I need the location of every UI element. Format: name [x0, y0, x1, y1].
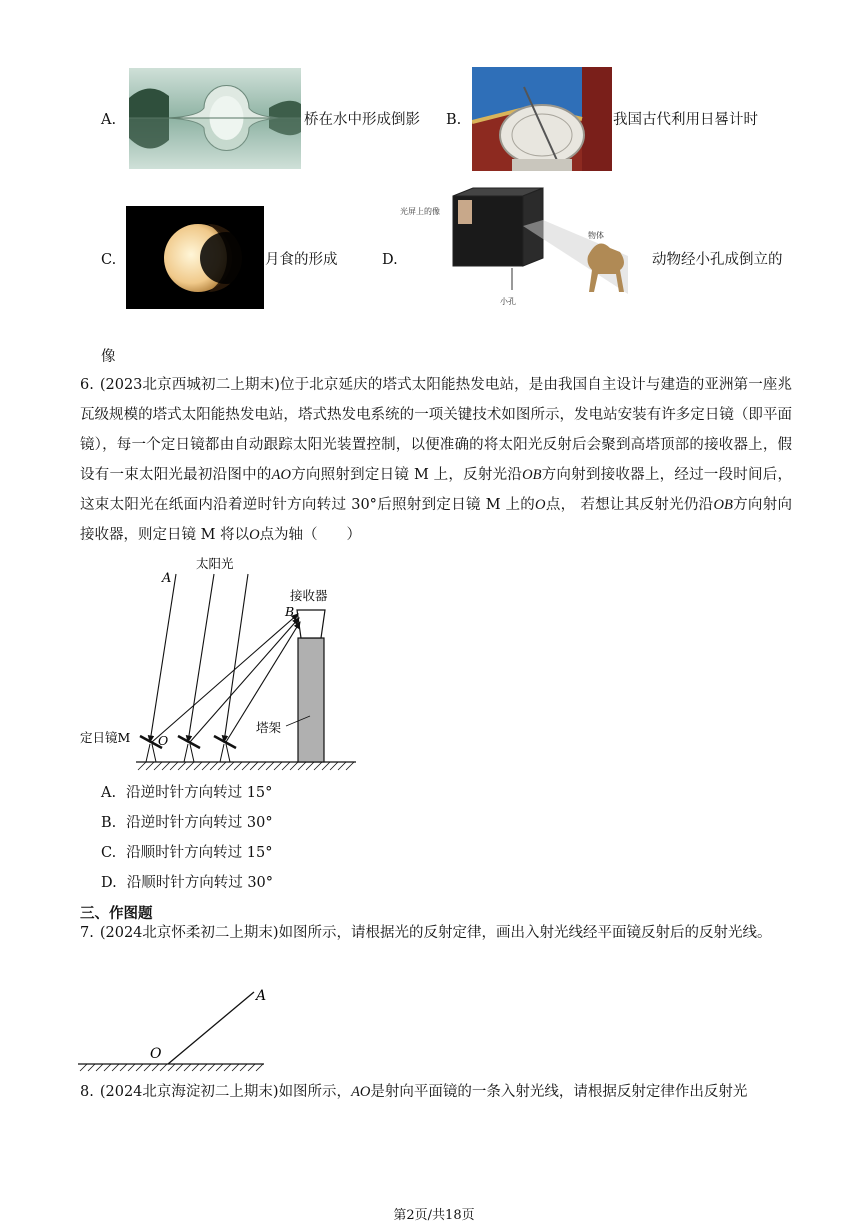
option-b-text: 我国古代利用日晷计时 [613, 112, 758, 128]
fig6-label-a: A [162, 571, 172, 586]
option-d-text: 动物经小孔成倒立的 [652, 252, 783, 268]
mirror-reflection-figure [78, 978, 278, 1074]
d-figure-screen-label: 光屏上的像 [400, 207, 440, 216]
d-figure-hole-label: 小孔 [500, 297, 516, 306]
lunar-eclipse-photo [126, 206, 264, 309]
option-c-text: 月食的形成 [265, 252, 338, 268]
bridge-reflection-photo [129, 68, 301, 169]
fig6-label-mirror: 定日镜M [80, 730, 131, 745]
q6-option-c: C. 沿顺时针方向转过 15° [101, 845, 273, 861]
section-3-title: 三、作图题 [80, 905, 153, 922]
q6-option-b: B. 沿逆时针方向转过 30° [101, 815, 273, 831]
question-8-stem: 8. (2024北京海淀初二上期末)如图所示，AO是射向平面镜的一条入射光线，请根据反射定律作出反射光 [80, 1084, 748, 1100]
option-d-text-wrap: 像 [101, 349, 116, 365]
option-d-letter: D. [382, 252, 398, 268]
pinhole-camera-figure [398, 186, 650, 310]
q6-option-d: D. 沿顺时针方向转过 30° [101, 875, 274, 891]
fig7-label-a: A [256, 988, 267, 1004]
solar-tower-figure [78, 552, 360, 776]
fig6-label-receiver: 接收器 [290, 588, 328, 603]
fig6-label-o: O [158, 733, 169, 748]
fig7-label-o: O [150, 1046, 162, 1062]
fig6-label-tower: 塔架 [256, 720, 282, 735]
option-c-letter: C. [101, 252, 117, 268]
q6-option-a: A. 沿逆时针方向转过 15° [101, 785, 273, 801]
option-a-letter: A. [101, 112, 117, 128]
sundial-photo [472, 67, 612, 171]
fig6-label-b: B [285, 604, 295, 619]
fig6-label-sunlight: 太阳光 [196, 556, 234, 571]
question-6-stem: 6. (2023北京西城初二上期末)位于北京延庆的塔式太阳能热发电站，是由我国自主设计与建造的亚洲第一座兆瓦级规模的塔式太阳能热发电站，塔式热发电系统的一项关键技术如图所示，发电站安装有许多定日镜（即平面镜），每一个定日镜都由自动跟踪太阳光装置控制，以便准确的将太阳光反射后会聚到高塔顶部的接收器上，假设有一束太阳光最初沿图中的AO方向照射到定日镜 M 上，反射光沿OB方向射到接收器上，经过一段时间后，这束太阳光在纸面内沿着逆时针方向转过 30°后照射到定日镜 M 上的O点， 若想让其反射光仍沿OB方向射向接收器，则定日镜 M 将以O点为轴（ ） [80, 377, 793, 543]
option-b-letter: B. [446, 112, 462, 128]
page-footer: 第2页/共18页 [393, 1208, 475, 1223]
question-7-stem: 7. (2024北京怀柔初二上期末)如图所示，请根据光的反射定律，画出入射光线经平面镜反射后的反射光线。 [80, 925, 772, 941]
option-a-text: 桥在水中形成倒影 [304, 112, 420, 128]
d-figure-object-label: 物体 [588, 231, 604, 240]
